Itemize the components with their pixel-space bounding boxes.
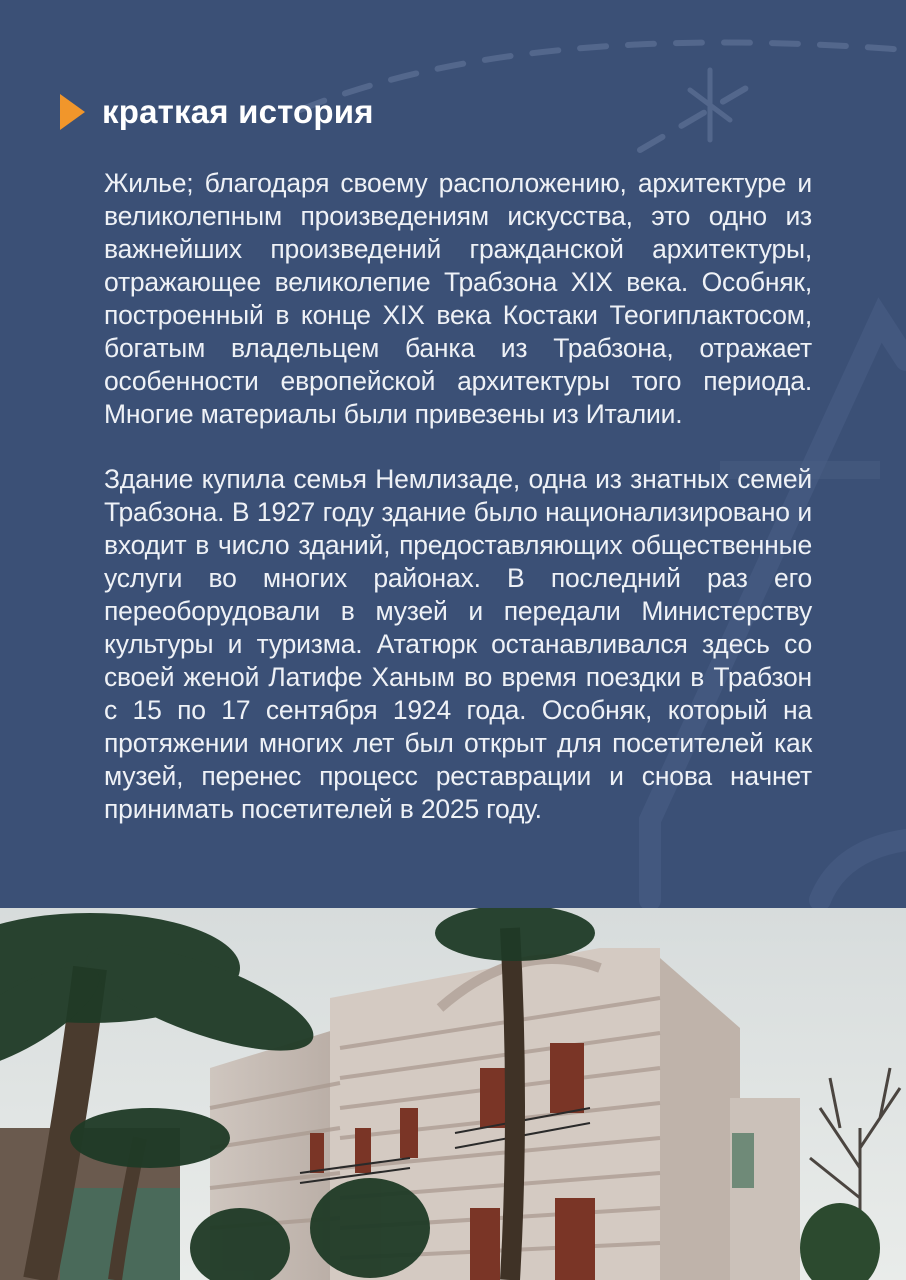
mansion-photo (0, 908, 906, 1280)
section-title: краткая история (102, 93, 374, 130)
orange-triangle-arrow-icon (60, 94, 85, 130)
section-heading (60, 92, 374, 132)
history-paragraph-2: Здание купила семья Немлизаде, одна из знатных семей Трабзона. В 1927 году здание было национализировано и входит в число зданий, предоставляющих общественные услуги во многих районах. В последний раз его переоборудовали в музей и передали Министерству культуры и туризма. Ататюрк останавливался здесь со своей женой Латифе Ханым во время поездки в Трабзон с 15 по 17 сентября 1924 года. Особняк, который на протяжении многих лет был открыт для посетителей как музей, перенес процесс реставрации и снова начнет принимать посетителей в 2025 году. (104, 464, 812, 824)
history-paragraph-1: Жилье; благодаря своему расположению, архитектуре и великолепным произведениям искусства, это одно из важнейших произведений гражданской архитектуры, отражающее великолепие Трабзона XIX века. Особняк, построенный в конце XIX века Костаки Теогиплактосом, богатым владельцем банка из Трабзона, отражает особенности европейской архитектуры того периода. Многие материалы были привезены из Италии. (104, 168, 812, 429)
